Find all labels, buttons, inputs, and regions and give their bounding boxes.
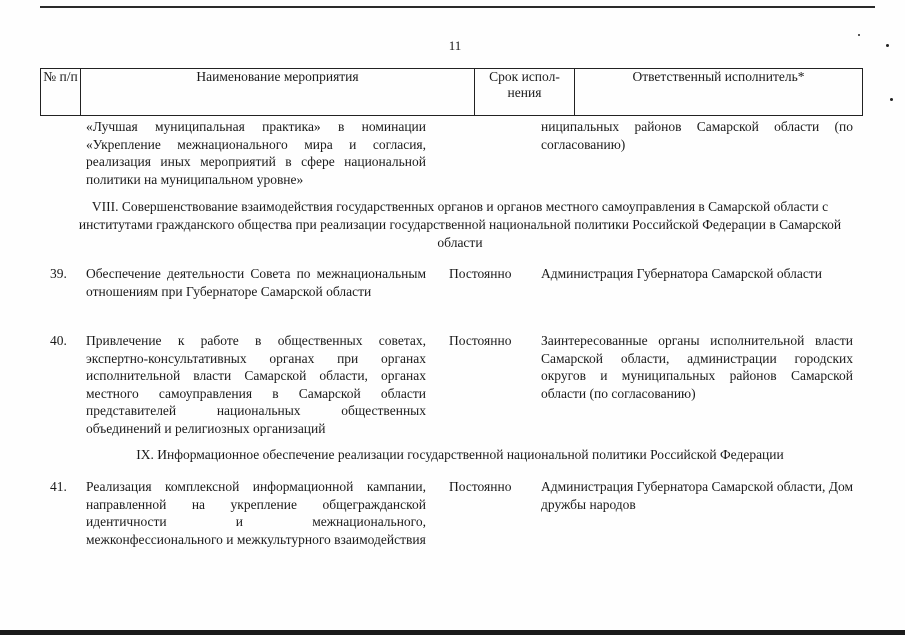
row-41-name: Реализация комплексной информационной кампании, направленной на укрепление общегражданской идентичности и межнационального, межконфессионального и межкультурного взаимодействия [86, 479, 426, 547]
continuation-executor: ниципальных районов Самарской области (по согласованию) [541, 119, 853, 152]
row-40-name: Привлечение к работе в общественных советах, экспертно-консультативных органах при органах исполнительной власти Самарской области, органах местного самоуправления в Самарской области представителей национальных общественных объединений и религиозных организаций [86, 333, 426, 436]
continuation-name: «Лучшая муниципальная практика» в номинации «Укрепление межнационального мира и согласия, реализация иных мероприятий в сфере национальной политики на муниципальном уровне» [86, 119, 426, 187]
row-number-39: 39. [50, 266, 67, 281]
section-heading-9: IX. Информационное обеспечение реализации государственной национальной политики Российской Федерации [136, 447, 784, 462]
header-col-executor: Ответственный исполнитель* [575, 69, 863, 116]
row-40-executor: Заинтересованные органы исполнительной власти Самарской области, администрации городских округов и муниципальных районов Самарской области (по согласованию) [541, 333, 853, 401]
scan-speck [890, 98, 893, 101]
top-border-line [40, 6, 875, 8]
row-number-40: 40. [50, 333, 67, 348]
row-41-term: Постоянно [449, 479, 512, 494]
bottom-scan-edge [0, 630, 905, 635]
row-40-term: Постоянно [449, 333, 512, 348]
row-39-name: Обеспечение деятельности Совета по межнациональным отношениям при Губернаторе Самарской области [86, 266, 426, 299]
scan-speck [886, 44, 889, 47]
row-39-term: Постоянно [449, 266, 512, 281]
page-number: 11 [448, 38, 462, 53]
row-number-41: 41. [50, 479, 67, 494]
section-heading-8: VIII. Совершенствование взаимодействия государственных органов и органов местного самоуправления в Самарской области с институтами гражданского общества при реализации государственной национальной политики Российской Федерации в Самарской области [78, 199, 842, 250]
scan-speck [858, 34, 860, 36]
table-header [40, 68, 863, 116]
row-39-executor: Администрация Губернатора Самарской области [541, 266, 822, 281]
row-41-executor: Администрация Губернатора Самарской области, Дом дружбы народов [541, 479, 853, 512]
header-col-number: № п/п [41, 69, 81, 116]
header-col-name: Наименование мероприятия [81, 69, 475, 116]
header-col-term: Срок испол-нения [475, 69, 575, 116]
